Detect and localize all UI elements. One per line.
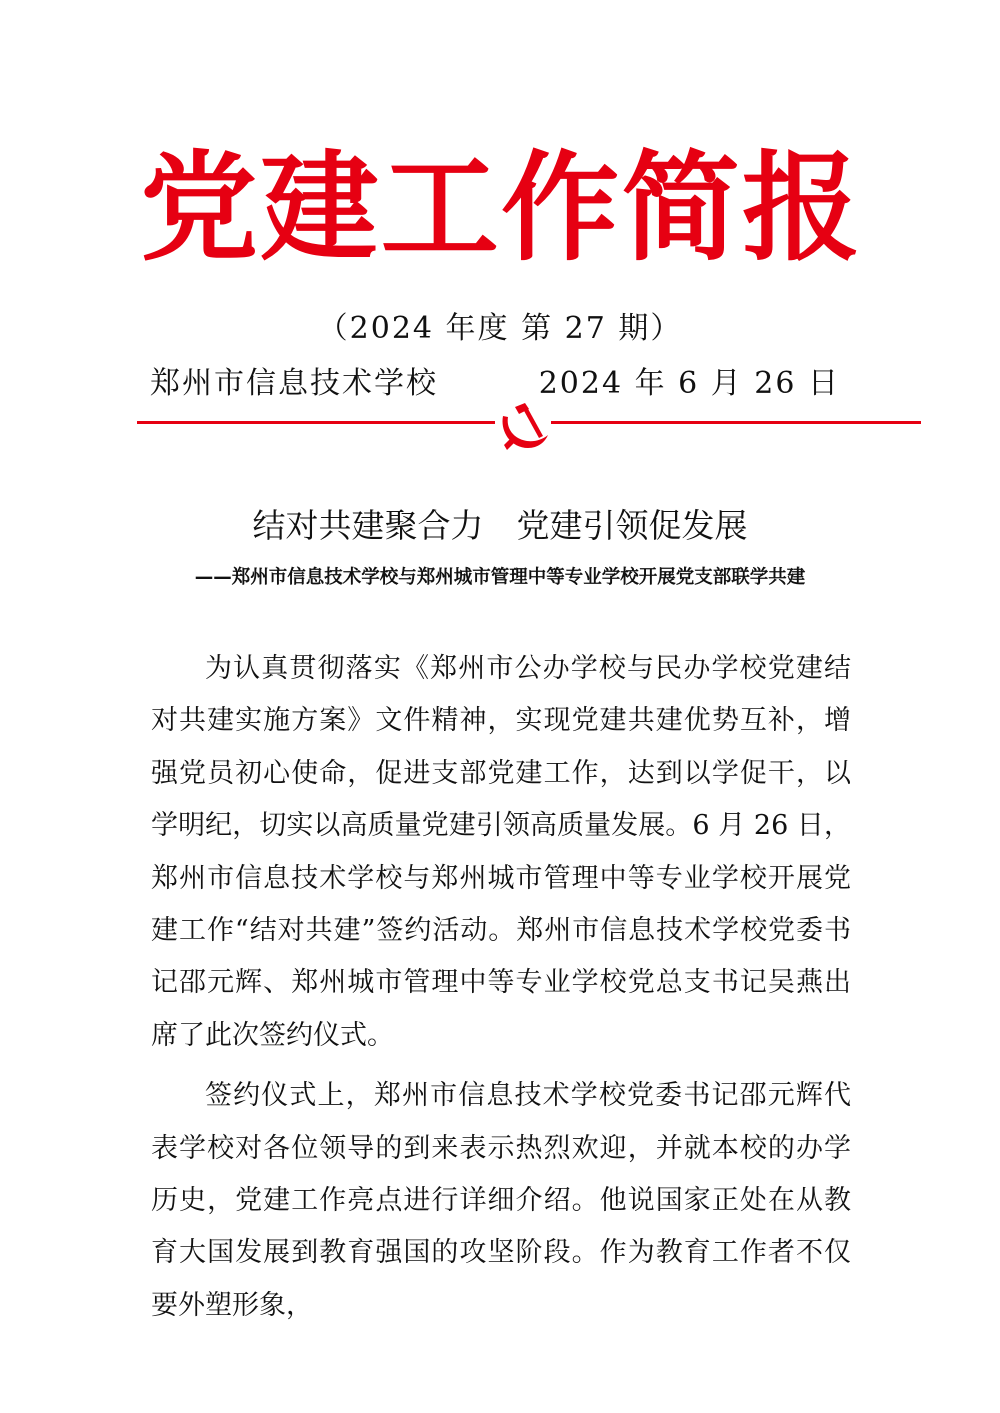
issuer: 郑州市信息技术学校 xyxy=(150,366,438,401)
masthead-char: 建 xyxy=(260,139,379,277)
masthead-char: 简 xyxy=(621,139,740,277)
red-rule-right xyxy=(551,421,921,424)
article-headline: 结对共建聚合力 党建引领促发展 xyxy=(252,506,748,545)
masthead-char: 报 xyxy=(741,139,860,277)
article-paragraph: 为认真贯彻落实《郑州市公办学校与民办学校党建结对共建实施方案》文件精神，实现党建共建优势互补，增强党员初心使命，促进支部党建工作，达到以学促干，以学明纪，切实以高质量党建引领高质量发展。6 月 26 日，郑州市信息技术学校与郑州城市管理中等专业学校开展党建工作“结对共建”签约活动。郑州市信息技术学校党委书记邵元辉、郑州城市管理中等专业学校党总支书记吴燕出席了此次签约仪式。 xyxy=(151,653,851,1051)
red-rule-left xyxy=(137,421,495,424)
masthead xyxy=(140,138,860,278)
issue-date: 2024 年 6 月 26 日 xyxy=(538,366,840,401)
article-subhead: ——郑州市信息技术学校与郑州城市管理中等专业学校开展党支部联学共建 xyxy=(194,567,806,588)
article-paragraph: 签约仪式上，郑州市信息技术学校党委书记邵元辉代表学校对各位领导的到来表示热烈欢迎，并就本校的办学历史，党建工作亮点进行详细介绍。他说国家正处在从教育大国发展到教育强国的攻坚阶段。作为教育工作者不仅要外塑形象， xyxy=(151,1080,851,1321)
masthead-char: 党 xyxy=(140,139,259,277)
masthead-char: 作 xyxy=(501,139,620,277)
article-body xyxy=(151,643,851,1340)
hammer-sickle-icon xyxy=(494,398,554,454)
issue-number: （2024 年度 第 27 期） xyxy=(317,311,683,346)
masthead-char: 工 xyxy=(380,139,499,277)
